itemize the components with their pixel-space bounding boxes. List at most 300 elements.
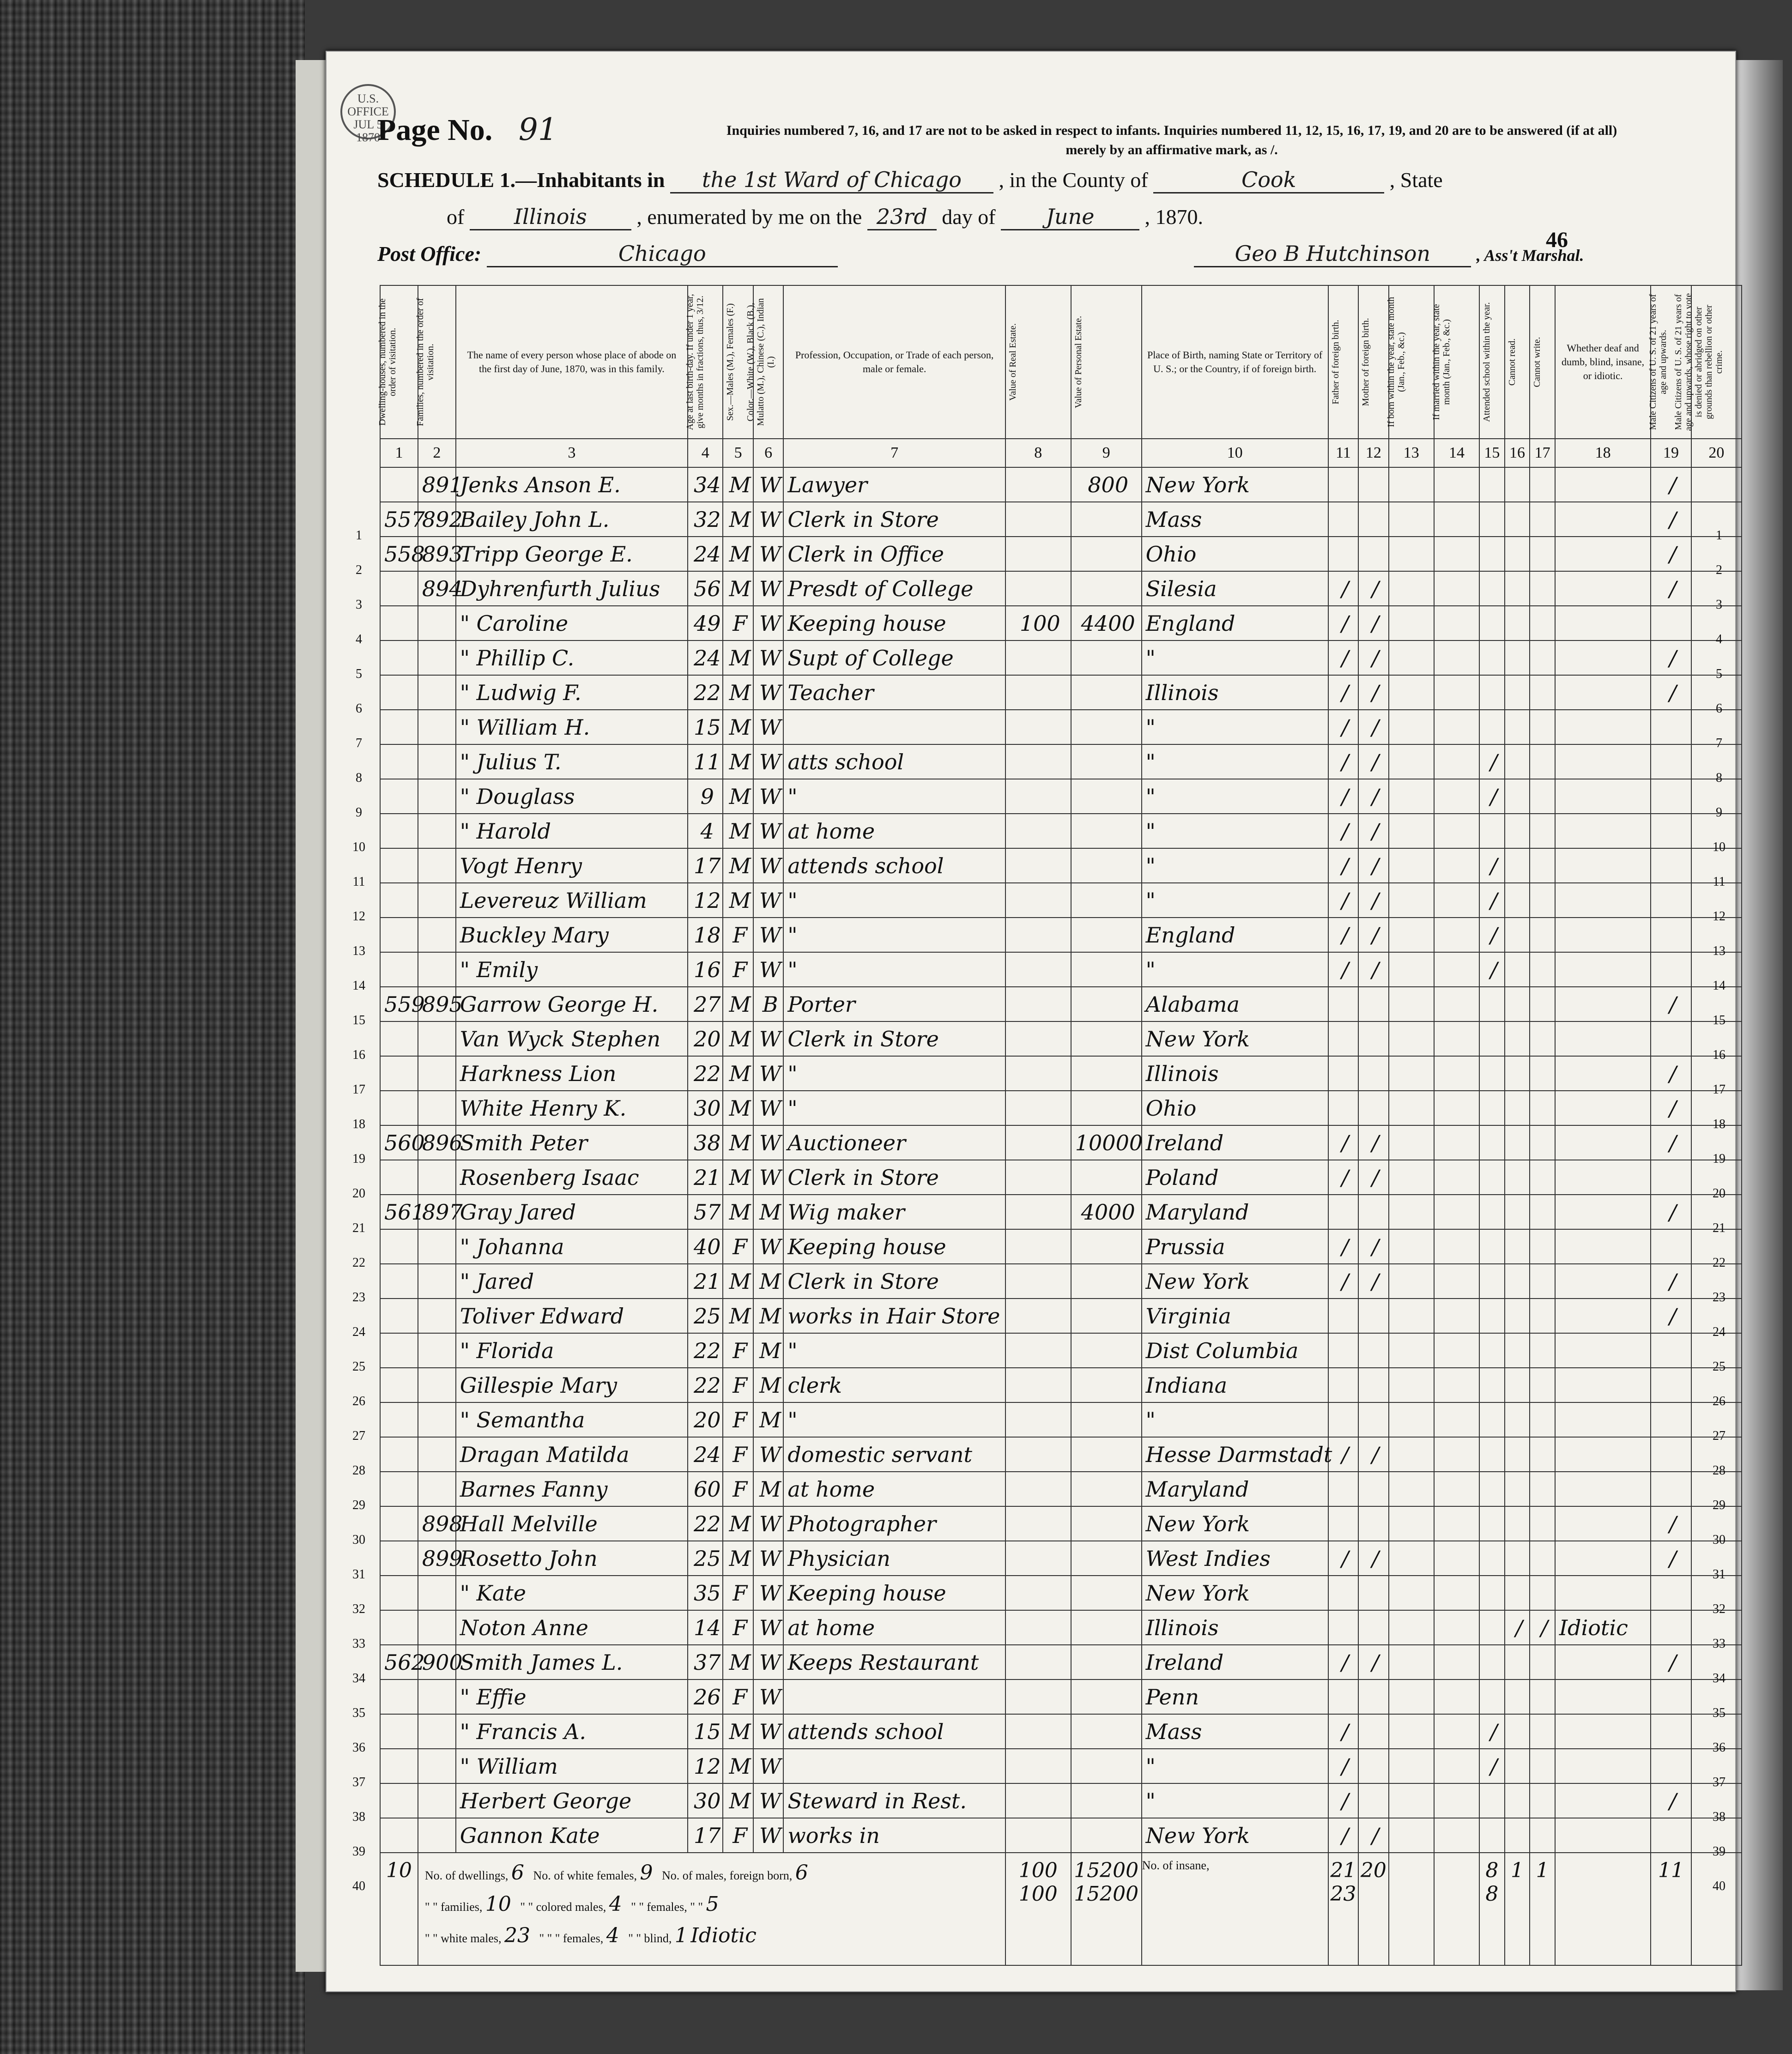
cannot-read-cell [1505, 1368, 1530, 1402]
dwelling-number-cell [380, 744, 418, 779]
born-month-cell [1389, 467, 1434, 502]
office-stamp: U.S. OFFICE JUL 5 1870 [340, 84, 396, 139]
place-of-birth-cell: Alabama [1142, 987, 1328, 1021]
cannot-read-cell [1505, 606, 1530, 640]
col-head-9: Value of Personal Estate. [1071, 285, 1142, 439]
personal-estate-value-cell [1071, 1229, 1142, 1264]
father-foreign-cell: / [1328, 779, 1359, 814]
line-number: 37 [1713, 1775, 1725, 1789]
line-number: 25 [352, 1359, 365, 1374]
line-number: 27 [1713, 1429, 1725, 1443]
person-name-cell: Barnes Fanny [456, 1472, 688, 1506]
occupation-cell [783, 1679, 1005, 1714]
male-citizen-cell [1651, 710, 1691, 744]
personal-estate-value-cell [1071, 848, 1142, 883]
mother-foreign-cell [1358, 1091, 1389, 1125]
father-foreign-cell: / [1328, 640, 1359, 675]
occupation-cell: Supt of College [783, 640, 1005, 675]
table-row [380, 952, 1742, 987]
line-number: 1 [1716, 528, 1722, 543]
real-estate-value-cell [1005, 1229, 1071, 1264]
sex-cell: M [723, 1160, 753, 1195]
table-row [380, 1368, 1742, 1402]
attended-school-cell [1479, 814, 1505, 848]
cannot-write-cell [1530, 1368, 1555, 1402]
born-month-cell [1389, 1749, 1434, 1783]
cannot-read-cell [1505, 1299, 1530, 1333]
male-citizen-cell: / [1651, 1645, 1691, 1679]
occupation-cell: " [783, 1056, 1005, 1091]
dwelling-number-cell [380, 848, 418, 883]
post-office-line [377, 241, 1584, 267]
mother-foreign-cell [1358, 1749, 1389, 1783]
age-cell: 12 [688, 883, 723, 918]
sex-cell: F [723, 1679, 753, 1714]
real-estate-value-cell [1005, 779, 1071, 814]
dwelling-number-cell [380, 710, 418, 744]
disability-cell [1555, 848, 1651, 883]
cannot-write-cell [1530, 640, 1555, 675]
line-number: 19 [1713, 1152, 1725, 1166]
cannot-read-cell [1505, 883, 1530, 918]
color-cell: W [753, 952, 784, 987]
cannot-write-cell [1530, 1783, 1555, 1818]
disability-cell [1555, 1472, 1651, 1506]
occupation-cell: Clerk in Office [783, 537, 1005, 571]
male-citizen-cell [1651, 918, 1691, 952]
dwelling-number-cell [380, 1333, 418, 1368]
age-cell: 24 [688, 537, 723, 571]
line-number: 39 [352, 1844, 365, 1859]
place-of-birth-cell: Illinois [1142, 1056, 1328, 1091]
line-number: 31 [1713, 1567, 1725, 1582]
disability-cell [1555, 606, 1651, 640]
line-number: 8 [356, 771, 362, 785]
page-stub [296, 60, 329, 1972]
age-cell: 38 [688, 1125, 723, 1160]
male-citizen-cell [1651, 1576, 1691, 1610]
person-name-cell: Jenks Anson E. [456, 467, 688, 502]
color-cell: M [753, 1264, 784, 1299]
place-of-birth-cell: " [1142, 744, 1328, 779]
disability-cell [1555, 675, 1651, 710]
place-of-birth-cell: New York [1142, 1506, 1328, 1541]
age-cell: 27 [688, 987, 723, 1021]
attended-school-cell [1479, 467, 1505, 502]
sex-cell: F [723, 1333, 753, 1368]
age-cell: 22 [688, 1333, 723, 1368]
person-name-cell: Herbert George [456, 1783, 688, 1818]
cannot-write-cell [1530, 848, 1555, 883]
married-month-cell [1434, 1645, 1479, 1679]
dwelling-number-cell [380, 952, 418, 987]
cannot-read-cell [1505, 1541, 1530, 1576]
sex-cell: M [723, 710, 753, 744]
attended-school-cell [1479, 1541, 1505, 1576]
male-citizen-cell: / [1651, 1195, 1691, 1229]
father-foreign-cell [1328, 537, 1359, 571]
disability-cell [1555, 1160, 1651, 1195]
male-citizen-cell: / [1651, 640, 1691, 675]
married-month-cell [1434, 675, 1479, 710]
cannot-read-cell [1505, 1402, 1530, 1437]
born-month-cell [1389, 814, 1434, 848]
color-cell: W [753, 710, 784, 744]
totals-cannot-write: 1 [1530, 1853, 1555, 1965]
born-month-cell [1389, 640, 1434, 675]
col-head-2: Families, numbered in the order of visitation. [418, 285, 456, 439]
family-number-cell: 897 [418, 1195, 456, 1229]
married-month-cell [1434, 952, 1479, 987]
place-of-birth-cell: England [1142, 918, 1328, 952]
place-of-birth-cell: " [1142, 1783, 1328, 1818]
father-foreign-cell: / [1328, 814, 1359, 848]
place-of-birth-cell: " [1142, 779, 1328, 814]
line-number: 7 [356, 736, 362, 750]
color-cell: M [753, 1333, 784, 1368]
age-cell: 60 [688, 1472, 723, 1506]
mother-foreign-cell: / [1358, 814, 1389, 848]
father-foreign-cell: / [1328, 1437, 1359, 1472]
personal-estate-value-cell [1071, 744, 1142, 779]
table-row [380, 918, 1742, 952]
line-number: 39 [1713, 1844, 1725, 1859]
male-citizen-cell [1651, 952, 1691, 987]
person-name-cell: " Johanna [456, 1229, 688, 1264]
place-of-birth-cell: " [1142, 640, 1328, 675]
of-label: of [447, 205, 465, 229]
dwelling-number-cell [380, 1506, 418, 1541]
cannot-read-cell [1505, 1749, 1530, 1783]
mother-foreign-cell [1358, 1021, 1389, 1056]
family-number-cell [418, 1056, 456, 1091]
occupation-cell: Clerk in Store [783, 1160, 1005, 1195]
dwelling-number-cell [380, 1679, 418, 1714]
mother-foreign-cell: / [1358, 1818, 1389, 1853]
disability-cell [1555, 1818, 1651, 1853]
cannot-read-cell [1505, 467, 1530, 502]
family-number-cell: 893 [418, 537, 456, 571]
line-number: 33 [352, 1637, 365, 1651]
state-value: Illinois [470, 204, 631, 230]
married-month-cell [1434, 1783, 1479, 1818]
cannot-read-cell [1505, 1021, 1530, 1056]
column-number: 17 [1530, 439, 1555, 467]
cannot-read-cell [1505, 1645, 1530, 1679]
disability-cell [1555, 814, 1651, 848]
color-cell: W [753, 467, 784, 502]
column-number: 12 [1358, 439, 1389, 467]
line-number: 5 [356, 667, 362, 681]
line-number: 38 [352, 1810, 365, 1824]
born-month-cell [1389, 1091, 1434, 1125]
mother-foreign-cell [1358, 1679, 1389, 1714]
age-cell: 25 [688, 1541, 723, 1576]
cannot-write-cell [1530, 1645, 1555, 1679]
age-cell: 12 [688, 1749, 723, 1783]
attended-school-cell [1479, 1783, 1505, 1818]
disability-cell [1555, 1125, 1651, 1160]
father-foreign-cell: / [1328, 848, 1359, 883]
color-cell: B [753, 987, 784, 1021]
personal-estate-value-cell [1071, 1714, 1142, 1749]
table-row [380, 1749, 1742, 1783]
mother-foreign-cell: / [1358, 883, 1389, 918]
line-number: 11 [352, 875, 365, 889]
male-citizen-cell: / [1651, 467, 1691, 502]
family-number-cell [418, 675, 456, 710]
disability-cell [1555, 1645, 1651, 1679]
born-month-cell [1389, 1264, 1434, 1299]
occupation-cell: " [783, 952, 1005, 987]
occupation-cell: Presdt of College [783, 571, 1005, 606]
married-month-cell [1434, 537, 1479, 571]
totals-summary: No. of dwellings, 6 No. of white females, 9 No. of males, foreign born, 6 " " families, 10 " " colored males, 4 " " females, " " 5 " " white males, 23 " " " females, 4 " " blind, 1 Idiotic [418, 1853, 1005, 1965]
dwelling-number-cell [380, 571, 418, 606]
line-number: 1 [356, 528, 362, 543]
post-office-value: Chicago [487, 241, 838, 267]
dwelling-number-cell: 561 [380, 1195, 418, 1229]
line-number: 40 [1713, 1879, 1725, 1893]
real-estate-value-cell [1005, 1402, 1071, 1437]
day-of-label: day of [942, 205, 996, 229]
totals-left-mark: 10 [380, 1853, 418, 1965]
attended-school-cell [1479, 1229, 1505, 1264]
personal-estate-value-cell [1071, 1160, 1142, 1195]
mother-foreign-cell: / [1358, 571, 1389, 606]
table-row [380, 848, 1742, 883]
person-name-cell: " Emily [456, 952, 688, 987]
family-number-cell: 898 [418, 1506, 456, 1541]
real-estate-value-cell [1005, 1056, 1071, 1091]
attended-school-cell [1479, 1264, 1505, 1299]
real-estate-value-cell [1005, 1541, 1071, 1576]
disability-cell [1555, 537, 1651, 571]
column-number: 19 [1651, 439, 1691, 467]
column-number: 10 [1142, 439, 1328, 467]
place-of-birth-cell: " [1142, 1402, 1328, 1437]
person-name-cell: " Caroline [456, 606, 688, 640]
line-number: 16 [352, 1048, 365, 1062]
table-row [380, 640, 1742, 675]
personal-estate-value-cell [1071, 1610, 1142, 1645]
cannot-write-cell [1530, 1091, 1555, 1125]
mother-foreign-cell [1358, 1610, 1389, 1645]
line-numbers-right [1705, 518, 1733, 1903]
married-month-cell [1434, 1125, 1479, 1160]
born-month-cell [1389, 1576, 1434, 1610]
totals-father-foreign: 21 23 [1328, 1853, 1359, 1965]
born-month-cell [1389, 848, 1434, 883]
age-cell: 49 [688, 606, 723, 640]
table-row [380, 1714, 1742, 1749]
cannot-read-cell [1505, 1125, 1530, 1160]
occupation-cell: " [783, 918, 1005, 952]
cannot-write-cell [1530, 1402, 1555, 1437]
line-number: 24 [352, 1325, 365, 1339]
disability-cell [1555, 1021, 1651, 1056]
age-cell: 15 [688, 1714, 723, 1749]
color-cell: W [753, 1679, 784, 1714]
cannot-read-cell [1505, 675, 1530, 710]
cannot-read-cell [1505, 1472, 1530, 1506]
married-month-cell [1434, 848, 1479, 883]
married-month-cell [1434, 606, 1479, 640]
age-cell: 17 [688, 848, 723, 883]
color-cell: W [753, 1021, 784, 1056]
occupation-cell: works in Hair Store [783, 1299, 1005, 1333]
line-number: 31 [352, 1567, 365, 1582]
born-month-cell [1389, 606, 1434, 640]
color-cell: M [753, 1299, 784, 1333]
census-table [377, 285, 1742, 1966]
place-of-birth-cell: Hesse Darmstadt [1142, 1437, 1328, 1472]
disability-cell [1555, 1541, 1651, 1576]
married-month-cell [1434, 744, 1479, 779]
family-number-cell [418, 606, 456, 640]
line-number: 12 [352, 909, 365, 924]
person-name-cell: " Francis A. [456, 1714, 688, 1749]
line-number: 26 [352, 1394, 365, 1408]
table-row [380, 1299, 1742, 1333]
person-name-cell: Harkness Lion [456, 1056, 688, 1091]
mother-foreign-cell: / [1358, 1264, 1389, 1299]
line-number: 7 [1716, 736, 1722, 750]
mother-foreign-cell: / [1358, 640, 1389, 675]
family-number-cell [418, 1368, 456, 1402]
cannot-read-cell [1505, 640, 1530, 675]
line-number: 30 [1713, 1533, 1725, 1547]
sex-cell: M [723, 779, 753, 814]
col-head-4: Age at last birth-day. If under 1 year, give months in fractions, thus, 3/12. [688, 285, 723, 439]
sex-cell: F [723, 1576, 753, 1610]
totals-school: 8 8 [1479, 1853, 1505, 1965]
cannot-read-cell [1505, 987, 1530, 1021]
occupation-cell: atts school [783, 744, 1005, 779]
sex-cell: M [723, 467, 753, 502]
line-number: 32 [1713, 1602, 1725, 1616]
born-month-cell [1389, 502, 1434, 537]
cannot-write-cell [1530, 537, 1555, 571]
cannot-read-cell [1505, 1679, 1530, 1714]
color-cell: W [753, 502, 784, 537]
cannot-read-cell [1505, 1506, 1530, 1541]
place-of-birth-cell: Ohio [1142, 1091, 1328, 1125]
occupation-cell: Porter [783, 987, 1005, 1021]
age-cell: 25 [688, 1299, 723, 1333]
line-number: 38 [1713, 1810, 1725, 1824]
color-cell: W [753, 918, 784, 952]
totals-real-estate: 100 100 [1005, 1853, 1071, 1965]
person-name-cell: Rosenberg Isaac [456, 1160, 688, 1195]
occupation-cell: Clerk in Store [783, 1021, 1005, 1056]
line-number: 13 [1713, 944, 1725, 958]
disability-cell [1555, 1437, 1651, 1472]
born-month-cell [1389, 1056, 1434, 1091]
real-estate-value-cell [1005, 1714, 1071, 1749]
occupation-cell: Teacher [783, 675, 1005, 710]
line-number: 21 [1713, 1221, 1725, 1235]
color-cell: W [753, 1541, 784, 1576]
age-cell: 26 [688, 1679, 723, 1714]
attended-school-cell [1479, 1195, 1505, 1229]
table-row [380, 744, 1742, 779]
married-month-cell [1434, 1679, 1479, 1714]
occupation-cell: at home [783, 1472, 1005, 1506]
line-number: 36 [1713, 1740, 1725, 1755]
attended-school-cell [1479, 1576, 1505, 1610]
col-head-8: Value of Real Estate. [1005, 285, 1071, 439]
table-row [380, 1264, 1742, 1299]
table-row [380, 1541, 1742, 1576]
male-citizen-cell [1651, 744, 1691, 779]
married-month-cell [1434, 987, 1479, 1021]
cannot-read-cell [1505, 502, 1530, 537]
occupation-cell [783, 1749, 1005, 1783]
totals-mother-foreign: 20 [1358, 1853, 1389, 1965]
table-row [380, 1056, 1742, 1091]
sex-cell: M [723, 1195, 753, 1229]
mother-foreign-cell [1358, 1299, 1389, 1333]
occupation-cell: domestic servant [783, 1437, 1005, 1472]
age-cell: 56 [688, 571, 723, 606]
mother-foreign-cell [1358, 987, 1389, 1021]
mother-foreign-cell: / [1358, 779, 1389, 814]
married-month-cell [1434, 918, 1479, 952]
mother-foreign-cell [1358, 1576, 1389, 1610]
occupation-cell: Keeping house [783, 606, 1005, 640]
cannot-write-cell [1530, 1749, 1555, 1783]
color-cell: W [753, 1610, 784, 1645]
sex-cell: F [723, 1368, 753, 1402]
dwelling-number-cell [380, 606, 418, 640]
sex-cell: F [723, 1818, 753, 1853]
post-office-label: Post Office: [377, 242, 482, 266]
col-head-6: Color.—White (W.), Black (B.), Mulatto (M.), Chinese (C.), Indian (I.) [753, 285, 784, 439]
line-number: 2 [356, 563, 362, 577]
dwelling-number-cell: 562 [380, 1645, 418, 1679]
real-estate-value-cell [1005, 952, 1071, 987]
line-number: 2 [1716, 563, 1722, 577]
occupation-cell: Photographer [783, 1506, 1005, 1541]
attended-school-cell: / [1479, 918, 1505, 952]
attended-school-cell [1479, 571, 1505, 606]
married-month-cell [1434, 1506, 1479, 1541]
cannot-read-cell [1505, 1160, 1530, 1195]
real-estate-value-cell [1005, 1818, 1071, 1853]
personal-estate-value-cell [1071, 1091, 1142, 1125]
mother-foreign-cell: / [1358, 1160, 1389, 1195]
occupation-cell: works in [783, 1818, 1005, 1853]
age-cell: 57 [688, 1195, 723, 1229]
place-of-birth-cell: New York [1142, 1818, 1328, 1853]
line-number: 15 [352, 1013, 365, 1027]
line-number: 40 [352, 1879, 365, 1893]
color-cell: W [753, 571, 784, 606]
born-month-cell [1389, 744, 1434, 779]
mother-foreign-cell: / [1358, 606, 1389, 640]
sheet-number: 46 [1546, 228, 1568, 252]
cannot-write-cell [1530, 814, 1555, 848]
married-month-cell [1434, 1229, 1479, 1264]
born-month-cell [1389, 537, 1434, 571]
line-number: 17 [352, 1082, 365, 1097]
mother-foreign-cell [1358, 1368, 1389, 1402]
disability-cell [1555, 1679, 1651, 1714]
father-foreign-cell: / [1328, 1160, 1359, 1195]
cannot-write-cell [1530, 1541, 1555, 1576]
totals-row [380, 1853, 1742, 1965]
